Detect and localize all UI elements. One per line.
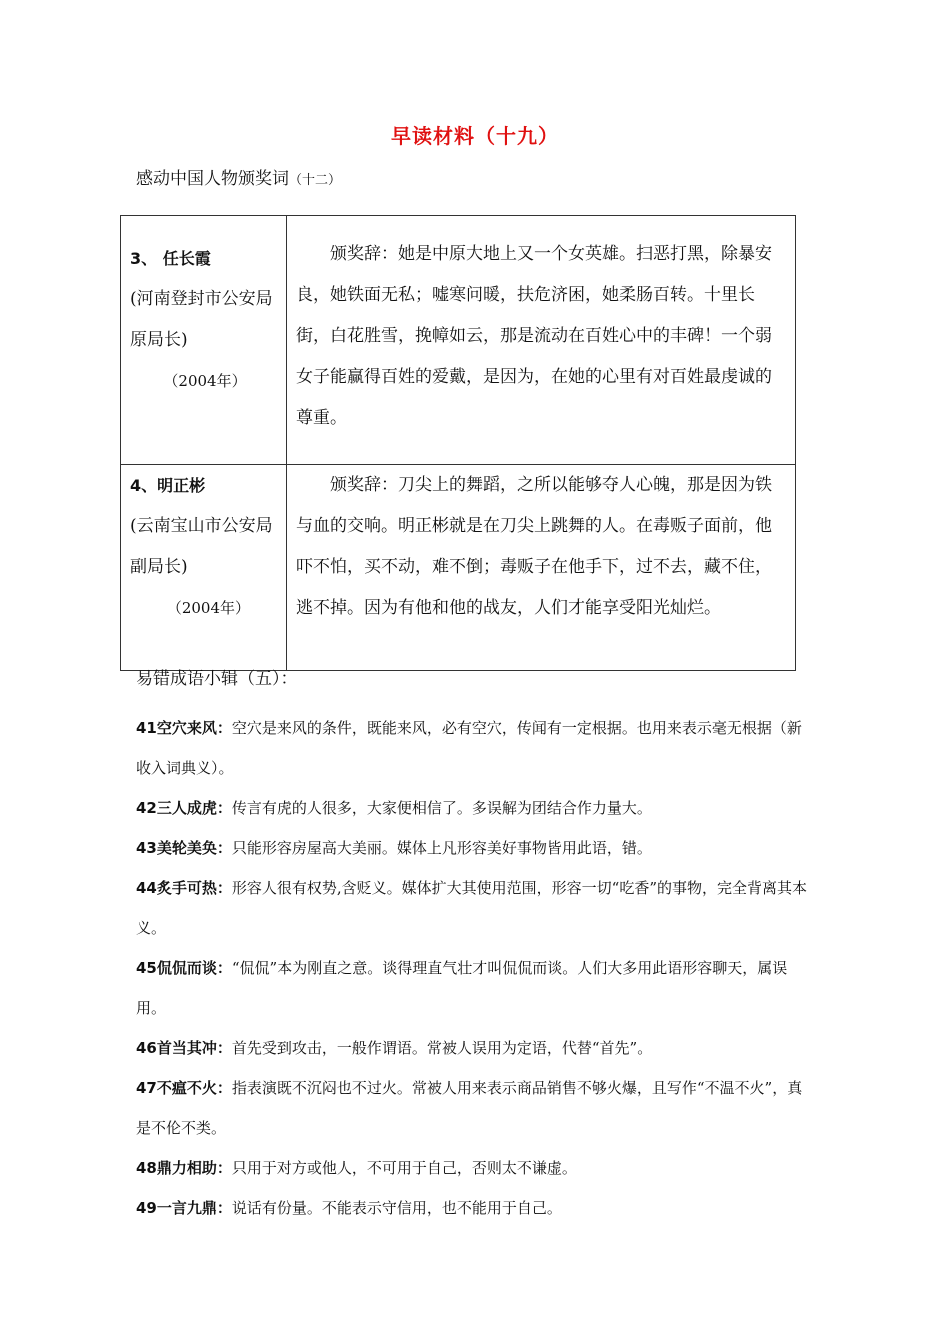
section-heading-awards bbox=[136, 164, 341, 189]
idiom-label: 41空穴来风： bbox=[136, 719, 232, 737]
section-heading-sub: （十二） bbox=[289, 173, 342, 188]
idiom-label: 48鼎力相助： bbox=[136, 1159, 232, 1177]
idiom-text: “侃侃”本为刚直之意。谈得理直气壮才叫侃侃而谈。人们大多用此语形容聊天，属误用。 bbox=[136, 959, 788, 1017]
page-title: 早读材料（十九） bbox=[391, 124, 559, 148]
citation-text: 颁奖辞：刀尖上的舞蹈，之所以能够夺人心魄，那是因为铁与血的交响。明正彬就是在刀尖上跳舞的人。在毒贩子面前，他吓不怕，买不动，难不倒；毒贩子在他手下，过不去，藏不住，逃不掉。因为有他和他的战友，人们才能享受阳光灿烂。 bbox=[296, 475, 772, 618]
list-item bbox=[136, 828, 816, 868]
person-position: (河南登封市公安局原局长) bbox=[130, 289, 273, 350]
person-position: (云南宝山市公安局副局长) bbox=[130, 516, 273, 577]
idiom-text: 首先受到攻击，一般作谓语。常被人误用为定语，代替“首先”。 bbox=[231, 1039, 653, 1057]
list-item bbox=[136, 708, 816, 788]
idiom-label: 42三人成虎： bbox=[136, 799, 232, 817]
person-name: 3、 任长霞 bbox=[130, 249, 211, 268]
list-item bbox=[136, 1068, 816, 1148]
idiom-label: 43美轮美奂： bbox=[136, 839, 232, 857]
section-heading-idioms: 易错成语小辑（五）： bbox=[136, 669, 298, 689]
awards-table bbox=[120, 215, 796, 671]
idiom-text: 只能形容房屋高大美丽。媒体上凡形容美好事物皆用此语，错。 bbox=[231, 839, 652, 857]
list-item bbox=[136, 948, 816, 1028]
idiom-label: 45侃侃而谈： bbox=[136, 959, 232, 977]
list-item bbox=[136, 868, 816, 948]
table-row bbox=[121, 216, 796, 465]
person-cell bbox=[121, 216, 287, 465]
person-year: （2004年） bbox=[163, 372, 247, 390]
person-cell bbox=[121, 465, 287, 671]
citation-cell bbox=[287, 216, 796, 465]
idiom-text: 传言有虎的人很多，大家便相信了。多误解为团结合作力量大。 bbox=[231, 799, 652, 817]
idiom-text: 指表演既不沉闷也不过火。常被人用来表示商品销售不够火爆，且写作“不温不火”，真是不伦不类。 bbox=[136, 1079, 803, 1137]
idiom-text: 只用于对方或他人，不可用于自己，否则太不谦虚。 bbox=[231, 1159, 577, 1177]
person-name: 4、明正彬 bbox=[130, 476, 206, 495]
list-item bbox=[136, 1188, 816, 1228]
idiom-label: 46首当其冲： bbox=[136, 1039, 232, 1057]
idiom-text: 形容人很有权势,含贬义。媒体扩大其使用范围，形容一切“吃香”的事物，完全背离其本义。 bbox=[136, 879, 807, 937]
list-item bbox=[136, 788, 816, 828]
table-row bbox=[121, 465, 796, 671]
idiom-list bbox=[136, 708, 816, 1228]
idiom-text: 说话有份量。不能表示守信用，也不能用于自己。 bbox=[231, 1199, 562, 1217]
citation-text: 颁奖辞：她是中原大地上又一个女英雄。扫恶打黑，除暴安良，她铁面无私；嘘寒问暖，扶危济困，她柔肠百转。十里长街，白花胜雪，挽幛如云，那是流动在百姓心中的丰碑！一个弱女子能赢得百姓的爱戴，是因为，在她的心里有对百姓最虔诚的尊重。 bbox=[296, 244, 772, 428]
citation-cell bbox=[287, 465, 796, 671]
idiom-label: 47不瘟不火： bbox=[136, 1079, 232, 1097]
list-item bbox=[136, 1148, 816, 1188]
idiom-label: 44炙手可热： bbox=[136, 879, 232, 897]
person-year: （2004年） bbox=[166, 599, 250, 617]
list-item bbox=[136, 1028, 816, 1068]
section-heading-text: 感动中国人物颁奖词 bbox=[136, 169, 289, 189]
idiom-label: 49一言九鼎： bbox=[136, 1199, 232, 1217]
idiom-text: 空穴是来风的条件，既能来风，必有空穴，传闻有一定根据。也用来表示毫无根据（新收入词典义）。 bbox=[136, 719, 802, 777]
